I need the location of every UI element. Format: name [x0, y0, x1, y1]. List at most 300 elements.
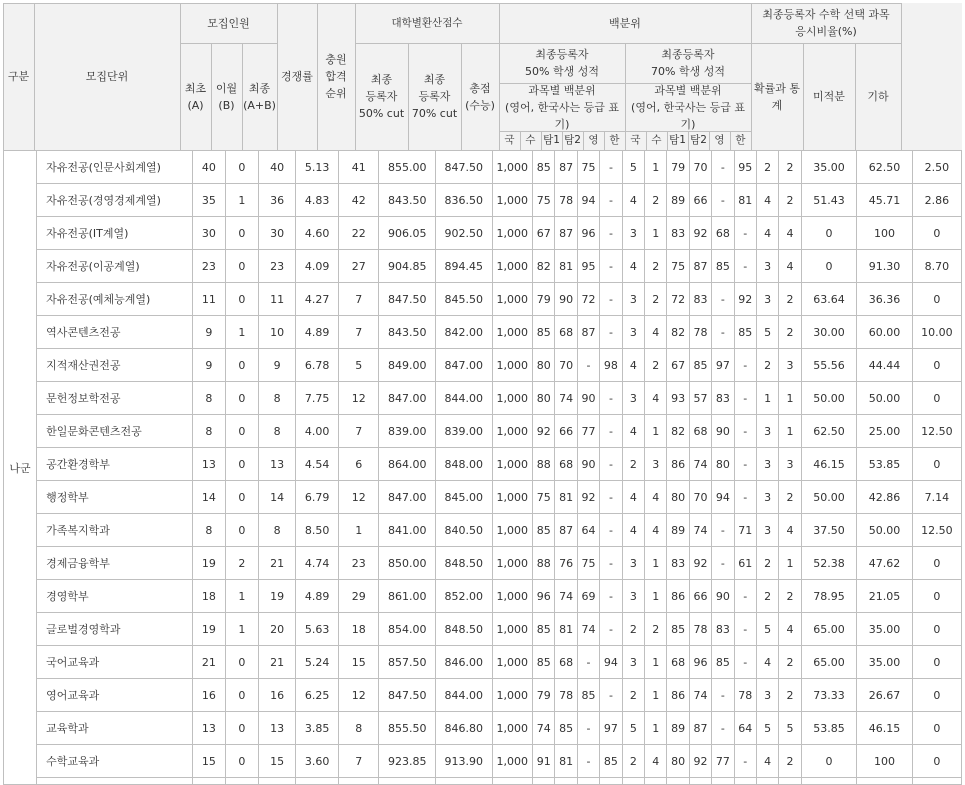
cell-fill-rank: 22 — [338, 217, 379, 250]
cell-pct70-3: - — [734, 481, 756, 514]
header-competition: 경쟁률 — [277, 3, 318, 151]
cell-total: 1,000 — [492, 283, 533, 316]
cell-pct50-4: 2 — [622, 745, 644, 778]
cell-pct70-5: 2 — [779, 481, 801, 514]
cell-competition: 4.09 — [296, 250, 339, 283]
cell-competition: 7.75 — [296, 382, 339, 415]
empty-cell — [645, 778, 667, 785]
cell-pct50-4: 4 — [622, 349, 644, 382]
cell-pct50-5: 1 — [645, 547, 667, 580]
empty-cell — [756, 778, 778, 785]
unit-name: 가족복지학과 — [37, 514, 193, 547]
cell-pct50-2: 77 — [577, 415, 599, 448]
cell-final: 10 — [258, 316, 295, 349]
cell-final: 30 — [258, 217, 295, 250]
table-row — [4, 283, 962, 316]
cell-initial: 8 — [192, 382, 225, 415]
cell-pct50-2: 87 — [577, 316, 599, 349]
cell-pct50-4: 5 — [622, 151, 644, 184]
cell-final: 19 — [258, 580, 295, 613]
cell-pct50-1: 90 — [555, 283, 577, 316]
cell-pct50-5: 2 — [645, 250, 667, 283]
unit-name: 경영학부 — [37, 580, 193, 613]
cell-initial: 15 — [192, 745, 225, 778]
header-unit: 모집단위 — [34, 3, 181, 151]
cell-pct50-0: 85 — [533, 514, 555, 547]
cell-pct50-3: - — [600, 184, 622, 217]
cell-pct50-2: - — [577, 745, 599, 778]
cell-transfer: 0 — [225, 250, 258, 283]
cell-total: 1,000 — [492, 745, 533, 778]
cell-pct70-2: 77 — [712, 745, 734, 778]
cell-pct70-5: 2 — [779, 679, 801, 712]
cell-competition: 4.89 — [296, 580, 339, 613]
cell-pct50-1: 68 — [555, 316, 577, 349]
cell-pct70-3: - — [734, 745, 756, 778]
cell-transfer: 0 — [225, 349, 258, 382]
header-math-ratio: 최종등록자 수학 선택 과목 응시비율(%) — [751, 3, 902, 44]
cell-score-70: 913.90 — [436, 745, 493, 778]
empty-cell — [801, 778, 856, 785]
cell-pct70-3: - — [734, 415, 756, 448]
cell-prob-ratio: 53.85 — [801, 712, 856, 745]
cell-initial: 9 — [192, 349, 225, 382]
empty-cell — [712, 778, 734, 785]
cell-pct50-3: 94 — [600, 646, 622, 679]
cell-pct50-0: 96 — [533, 580, 555, 613]
header-subj50-0: 국 — [499, 131, 521, 151]
cell-pct70-1: 66 — [689, 580, 711, 613]
cell-score-70: 902.50 — [436, 217, 493, 250]
cell-pct50-3: - — [600, 448, 622, 481]
group-label: 나군 — [4, 151, 37, 785]
cell-geo-ratio: 0 — [912, 613, 961, 646]
cell-pct50-4: 3 — [622, 283, 644, 316]
cell-competition: 4.89 — [296, 316, 339, 349]
header-fill-rank: 충원 합격 순위 — [317, 3, 356, 151]
cell-fill-rank: 5 — [338, 349, 379, 382]
cell-pct50-2: 74 — [577, 613, 599, 646]
cell-pct50-1: 87 — [555, 514, 577, 547]
cell-calc-ratio: 46.15 — [857, 712, 912, 745]
cell-pct50-5: 1 — [645, 217, 667, 250]
cell-pct50-4: 3 — [622, 217, 644, 250]
cell-geo-ratio: 0 — [912, 580, 961, 613]
table-row-partial — [4, 778, 962, 785]
cell-pct50-4: 2 — [622, 613, 644, 646]
cell-pct70-4: 3 — [756, 514, 778, 547]
cell-pct70-5: 2 — [779, 580, 801, 613]
cell-pct70-1: 87 — [689, 250, 711, 283]
unit-name: 수학교육과 — [37, 745, 193, 778]
header-final-70cut: 최종 등록자 70% cut — [408, 43, 462, 151]
cell-transfer: 1 — [225, 580, 258, 613]
cell-pct70-2: - — [712, 316, 734, 349]
cell-score-50: 864.00 — [379, 448, 436, 481]
header-subj50-2: 탐1 — [541, 131, 563, 151]
table-row — [4, 250, 962, 283]
cell-pct50-2: 95 — [577, 250, 599, 283]
cell-pct70-0: 83 — [667, 217, 689, 250]
cell-pct70-0: 68 — [667, 646, 689, 679]
cell-initial: 8 — [192, 415, 225, 448]
cell-score-70: 848.50 — [436, 547, 493, 580]
cell-score-50: 906.05 — [379, 217, 436, 250]
cell-pct50-0: 85 — [533, 151, 555, 184]
cell-pct70-1: 92 — [689, 547, 711, 580]
cell-score-50: 923.85 — [379, 745, 436, 778]
header-group-50: 최종등록자 50% 학생 성적 — [499, 43, 626, 84]
cell-pct50-0: 79 — [533, 679, 555, 712]
cell-score-50: 847.50 — [379, 283, 436, 316]
cell-competition: 4.00 — [296, 415, 339, 448]
cell-score-70: 839.00 — [436, 415, 493, 448]
cell-score-50: 843.50 — [379, 316, 436, 349]
cell-score-70: 894.45 — [436, 250, 493, 283]
cell-final: 9 — [258, 349, 295, 382]
cell-pct70-4: 3 — [756, 679, 778, 712]
empty-cell — [857, 778, 912, 785]
cell-pct50-3: - — [600, 514, 622, 547]
empty-cell — [734, 778, 756, 785]
unit-name: 자유전공(경영경제계열) — [37, 184, 193, 217]
header-subject-note-70: 과목별 백분위 (영어, 한국사는 등급 표기) — [625, 83, 752, 132]
header-calculus: 미적분 — [803, 43, 856, 151]
cell-pct70-3: - — [734, 217, 756, 250]
cell-calc-ratio: 62.50 — [857, 151, 912, 184]
cell-total: 1,000 — [492, 151, 533, 184]
cell-pct50-1: 87 — [555, 151, 577, 184]
cell-calc-ratio: 35.00 — [857, 613, 912, 646]
cell-pct70-3: - — [734, 646, 756, 679]
cell-pct50-2: 92 — [577, 481, 599, 514]
cell-score-70: 848.50 — [436, 613, 493, 646]
cell-pct70-0: 89 — [667, 514, 689, 547]
cell-pct70-0: 75 — [667, 250, 689, 283]
cell-prob-ratio: 65.00 — [801, 646, 856, 679]
cell-prob-ratio: 46.15 — [801, 448, 856, 481]
cell-pct70-0: 67 — [667, 349, 689, 382]
cell-pct50-4: 3 — [622, 316, 644, 349]
cell-pct70-2: 85 — [712, 250, 734, 283]
cell-pct50-0: 85 — [533, 316, 555, 349]
cell-initial: 23 — [192, 250, 225, 283]
cell-pct50-4: 4 — [622, 184, 644, 217]
data-table — [3, 150, 962, 785]
table-row — [4, 580, 962, 613]
cell-pct50-1: 81 — [555, 481, 577, 514]
cell-pct50-5: 3 — [645, 448, 667, 481]
cell-initial: 8 — [192, 514, 225, 547]
cell-initial: 21 — [192, 646, 225, 679]
cell-pct70-5: 2 — [779, 745, 801, 778]
cell-pct70-0: 80 — [667, 745, 689, 778]
cell-pct70-4: 4 — [756, 217, 778, 250]
cell-pct50-2: 90 — [577, 382, 599, 415]
cell-pct50-2: 69 — [577, 580, 599, 613]
cell-pct50-5: 1 — [645, 580, 667, 613]
cell-pct70-3: 64 — [734, 712, 756, 745]
cell-competition: 5.24 — [296, 646, 339, 679]
cell-pct70-4: 2 — [756, 349, 778, 382]
cell-pct50-5: 4 — [645, 382, 667, 415]
cell-calc-ratio: 100 — [857, 217, 912, 250]
cell-score-70: 846.80 — [436, 712, 493, 745]
cell-pct50-1: 78 — [555, 679, 577, 712]
header-subj70-2: 탐1 — [667, 131, 689, 151]
table-row — [4, 514, 962, 547]
header-subj50-5: 한 — [604, 131, 626, 151]
table-row — [4, 481, 962, 514]
unit-name: 지적재산권전공 — [37, 349, 193, 382]
cell-pct50-1: 81 — [555, 613, 577, 646]
cell-geo-ratio: 0 — [912, 712, 961, 745]
cell-fill-rank: 7 — [338, 415, 379, 448]
cell-pct70-3: 81 — [734, 184, 756, 217]
cell-total: 1,000 — [492, 514, 533, 547]
header-final-50cut: 최종 등록자 50% cut — [355, 43, 409, 151]
empty-cell — [555, 778, 577, 785]
cell-pct70-2: - — [712, 283, 734, 316]
cell-pct50-5: 1 — [645, 712, 667, 745]
header-initial: 최초 (A) — [180, 43, 212, 151]
cell-pct50-2: - — [577, 712, 599, 745]
cell-score-50: 847.00 — [379, 481, 436, 514]
empty-cell — [779, 778, 801, 785]
cell-competition: 4.60 — [296, 217, 339, 250]
header-subj70-3: 탐2 — [688, 131, 710, 151]
cell-pct70-4: 3 — [756, 448, 778, 481]
header-subj50-1: 수 — [520, 131, 542, 151]
cell-pct70-0: 89 — [667, 712, 689, 745]
cell-initial: 9 — [192, 316, 225, 349]
cell-total: 1,000 — [492, 382, 533, 415]
header-prob-stat: 확률과 통 계 — [751, 43, 804, 151]
cell-competition: 4.83 — [296, 184, 339, 217]
cell-pct50-4: 3 — [622, 646, 644, 679]
cell-pct70-5: 1 — [779, 382, 801, 415]
cell-pct50-5: 2 — [645, 613, 667, 646]
cell-final: 15 — [258, 745, 295, 778]
cell-calc-ratio: 100 — [857, 745, 912, 778]
cell-pct50-1: 87 — [555, 217, 577, 250]
table-row — [4, 448, 962, 481]
cell-score-50: 839.00 — [379, 415, 436, 448]
cell-pct70-5: 2 — [779, 316, 801, 349]
cell-pct70-4: 3 — [756, 481, 778, 514]
cell-geo-ratio: 0 — [912, 382, 961, 415]
cell-calc-ratio: 50.00 — [857, 382, 912, 415]
cell-pct50-3: - — [600, 481, 622, 514]
cell-pct50-5: 1 — [645, 646, 667, 679]
cell-score-50: 847.00 — [379, 382, 436, 415]
cell-pct70-5: 4 — [779, 250, 801, 283]
cell-transfer: 0 — [225, 481, 258, 514]
cell-pct50-0: 85 — [533, 613, 555, 646]
unit-name: 자유전공(예체능계열) — [37, 283, 193, 316]
cell-final: 16 — [258, 679, 295, 712]
cell-pct50-1: 70 — [555, 349, 577, 382]
cell-pct50-2: - — [577, 646, 599, 679]
cell-pct70-0: 82 — [667, 415, 689, 448]
cell-transfer: 0 — [225, 712, 258, 745]
cell-pct70-4: 5 — [756, 712, 778, 745]
cell-geo-ratio: 0 — [912, 646, 961, 679]
cell-total: 1,000 — [492, 415, 533, 448]
cell-competition: 8.50 — [296, 514, 339, 547]
cell-pct50-4: 5 — [622, 712, 644, 745]
cell-pct50-5: 4 — [645, 481, 667, 514]
cell-score-50: 843.50 — [379, 184, 436, 217]
cell-pct70-3: 85 — [734, 316, 756, 349]
cell-geo-ratio: 0 — [912, 283, 961, 316]
cell-transfer: 2 — [225, 547, 258, 580]
cell-pct50-3: - — [600, 580, 622, 613]
cell-score-70: 845.00 — [436, 481, 493, 514]
cell-pct70-2: - — [712, 184, 734, 217]
cell-pct70-5: 5 — [779, 712, 801, 745]
cell-pct70-5: 3 — [779, 349, 801, 382]
cell-pct50-0: 82 — [533, 250, 555, 283]
cell-final: 20 — [258, 613, 295, 646]
header-total: 총점 (수능) — [461, 43, 500, 151]
cell-pct70-1: 85 — [689, 349, 711, 382]
cell-pct70-5: 2 — [779, 283, 801, 316]
table-row — [4, 151, 962, 184]
cell-pct70-3: - — [734, 382, 756, 415]
cell-pct70-0: 82 — [667, 316, 689, 349]
cell-pct70-3: 71 — [734, 514, 756, 547]
empty-cell — [225, 778, 258, 785]
header-final: 최종 (A+B) — [242, 43, 278, 151]
table-row — [4, 547, 962, 580]
cell-pct70-2: - — [712, 514, 734, 547]
cell-pct50-3: - — [600, 283, 622, 316]
cell-pct70-2: 90 — [712, 580, 734, 613]
cell-pct50-1: 81 — [555, 745, 577, 778]
cell-pct70-2: 85 — [712, 646, 734, 679]
cell-pct50-3: - — [600, 382, 622, 415]
cell-pct70-2: 94 — [712, 481, 734, 514]
cell-pct70-4: 5 — [756, 316, 778, 349]
empty-cell — [533, 778, 555, 785]
cell-score-50: 857.50 — [379, 646, 436, 679]
table-row — [4, 184, 962, 217]
cell-calc-ratio: 53.85 — [857, 448, 912, 481]
cell-final: 21 — [258, 547, 295, 580]
cell-competition: 6.25 — [296, 679, 339, 712]
cell-pct70-1: 66 — [689, 184, 711, 217]
cell-fill-rank: 7 — [338, 745, 379, 778]
cell-pct50-4: 4 — [622, 514, 644, 547]
cell-transfer: 0 — [225, 382, 258, 415]
cell-competition: 6.79 — [296, 481, 339, 514]
table-body — [4, 151, 962, 785]
cell-score-50: 849.00 — [379, 349, 436, 382]
cell-pct70-1: 83 — [689, 283, 711, 316]
cell-pct50-4: 4 — [622, 250, 644, 283]
cell-total: 1,000 — [492, 316, 533, 349]
cell-pct50-1: 68 — [555, 646, 577, 679]
cell-pct50-0: 92 — [533, 415, 555, 448]
cell-pct70-1: 74 — [689, 448, 711, 481]
cell-calc-ratio: 35.00 — [857, 646, 912, 679]
header-converted-score: 대학별환산점수 — [355, 3, 500, 44]
table-row — [4, 646, 962, 679]
cell-total: 1,000 — [492, 547, 533, 580]
header-subj70-4: 영 — [709, 131, 731, 151]
cell-geo-ratio: 7.14 — [912, 481, 961, 514]
cell-initial: 14 — [192, 481, 225, 514]
header-geometry: 기하 — [855, 43, 902, 151]
cell-final: 14 — [258, 481, 295, 514]
cell-pct50-0: 75 — [533, 184, 555, 217]
cell-pct50-0: 91 — [533, 745, 555, 778]
cell-initial: 13 — [192, 712, 225, 745]
cell-pct50-5: 1 — [645, 151, 667, 184]
cell-calc-ratio: 36.36 — [857, 283, 912, 316]
cell-total: 1,000 — [492, 712, 533, 745]
cell-pct50-3: 97 — [600, 712, 622, 745]
cell-final: 23 — [258, 250, 295, 283]
cell-pct70-0: 85 — [667, 613, 689, 646]
cell-fill-rank: 27 — [338, 250, 379, 283]
cell-fill-rank: 12 — [338, 382, 379, 415]
cell-pct70-4: 2 — [756, 580, 778, 613]
cell-prob-ratio: 62.50 — [801, 415, 856, 448]
cell-score-70: 840.50 — [436, 514, 493, 547]
cell-transfer: 0 — [225, 283, 258, 316]
empty-cell — [379, 778, 436, 785]
cell-pct50-0: 75 — [533, 481, 555, 514]
header-group-70: 최종등록자 70% 학생 성적 — [625, 43, 752, 84]
unit-name: 영어교육과 — [37, 679, 193, 712]
cell-initial: 11 — [192, 283, 225, 316]
cell-competition: 6.78 — [296, 349, 339, 382]
cell-pct70-4: 1 — [756, 382, 778, 415]
cell-pct70-1: 68 — [689, 415, 711, 448]
cell-prob-ratio: 35.00 — [801, 151, 856, 184]
cell-pct70-4: 2 — [756, 151, 778, 184]
cell-transfer: 1 — [225, 613, 258, 646]
cell-fill-rank: 7 — [338, 283, 379, 316]
cell-pct70-1: 87 — [689, 712, 711, 745]
table-row — [4, 613, 962, 646]
cell-fill-rank: 12 — [338, 481, 379, 514]
cell-score-50: 855.00 — [379, 151, 436, 184]
cell-geo-ratio: 0 — [912, 448, 961, 481]
cell-final: 40 — [258, 151, 295, 184]
cell-pct50-0: 80 — [533, 382, 555, 415]
cell-pct70-0: 86 — [667, 679, 689, 712]
cell-pct50-3: - — [600, 250, 622, 283]
cell-pct70-4: 4 — [756, 646, 778, 679]
cell-pct70-5: 4 — [779, 514, 801, 547]
cell-pct50-3: 98 — [600, 349, 622, 382]
cell-calc-ratio: 26.67 — [857, 679, 912, 712]
cell-pct50-4: 4 — [622, 481, 644, 514]
table-row — [4, 349, 962, 382]
cell-pct50-2: 85 — [577, 679, 599, 712]
cell-score-70: 852.00 — [436, 580, 493, 613]
cell-pct50-4: 2 — [622, 679, 644, 712]
cell-pct50-1: 68 — [555, 448, 577, 481]
cell-score-50: 850.00 — [379, 547, 436, 580]
cell-pct70-4: 4 — [756, 184, 778, 217]
empty-cell — [689, 778, 711, 785]
cell-prob-ratio: 65.00 — [801, 613, 856, 646]
cell-prob-ratio: 50.00 — [801, 382, 856, 415]
